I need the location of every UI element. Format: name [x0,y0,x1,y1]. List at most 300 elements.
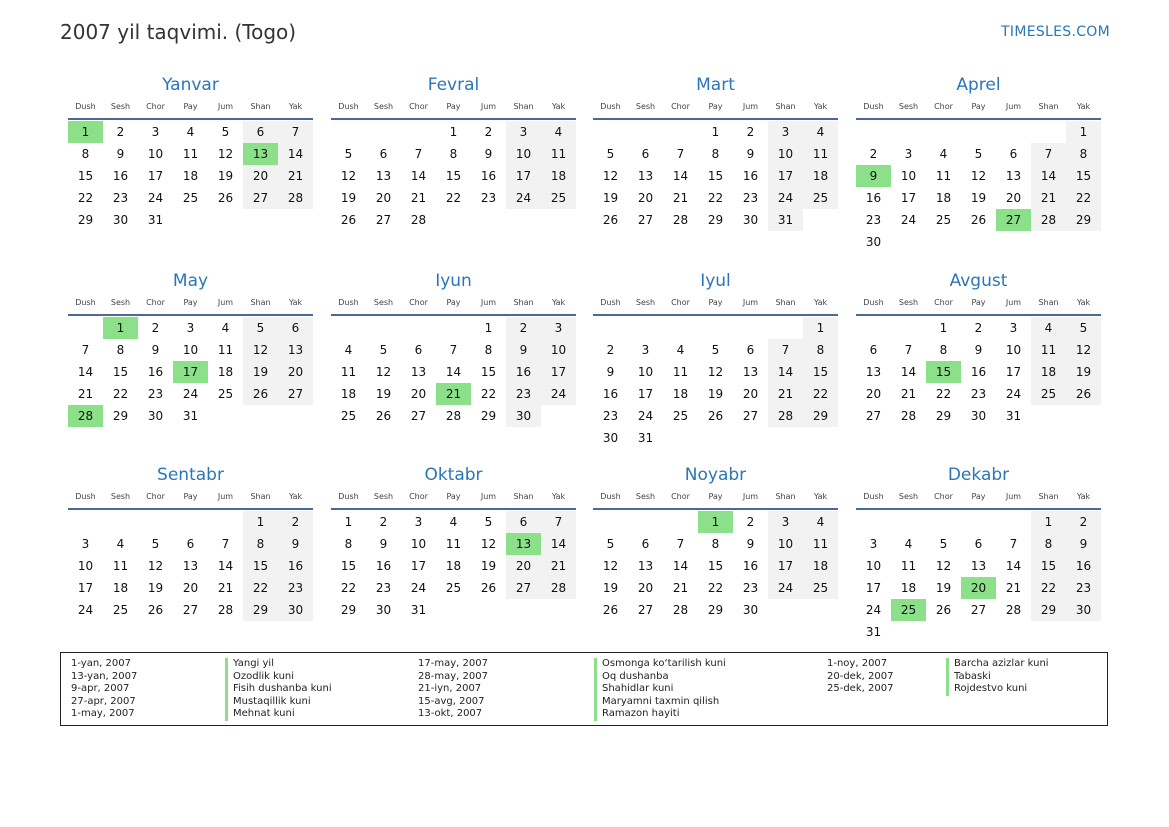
day-cell: 20 [742,387,759,401]
day-cell: 12 [970,169,987,183]
day-cell: 15 [1031,555,1066,577]
day-cell: 25 [112,603,129,617]
day-cell: 26 [1066,383,1101,405]
weekday-label: Chor [146,102,165,111]
day-cell: 4 [803,511,838,533]
month-mart [593,74,838,231]
day-cell: 16 [742,169,759,183]
weekday-label: Shan [1038,492,1059,501]
day-cell: 29 [1031,599,1066,621]
day-cell: 19 [602,191,619,205]
day-cell: 2 [974,321,983,335]
weekday-label: Jum [1005,102,1022,111]
empty-cell [961,511,996,533]
day-cell: 2 [151,321,160,335]
day-cell: 8 [1066,143,1101,165]
weekday-label: Shan [513,492,534,501]
day-cell: 17 [768,555,803,577]
day-cell: 31 [865,625,882,639]
month-avgust [856,270,1101,427]
day-cell: 12 [602,169,619,183]
weekday-header [593,296,838,316]
day-cell: 8 [1031,533,1066,555]
weekday-label: Chor [934,298,953,307]
day-cell: 10 [410,537,427,551]
weekday-label: Pay [971,492,986,501]
legend-date: 17-may, 2007 [418,658,488,669]
day-cell: 25 [672,409,689,423]
empty-cell [208,511,243,533]
day-cell: 8 [449,147,458,161]
day-cell: 15 [445,169,462,183]
day-cell: 18 [672,387,689,401]
day-cell: 28 [672,603,689,617]
empty-cell [961,121,996,143]
weekday-header [331,100,576,120]
day-cell: 30 [602,431,619,445]
weekday-label: Sesh [635,492,656,501]
day-cell: 20 [865,387,882,401]
day-cell: 30 [970,409,987,423]
empty-cell [663,121,698,143]
weekday-label: Dush [600,298,621,307]
day-cell: 12 [147,559,164,573]
empty-cell [926,511,961,533]
weekday-header [331,490,576,510]
holiday-day-cell: 25 [891,599,926,621]
weekday-label: Jum [1005,492,1022,501]
day-cell: 22 [112,387,129,401]
day-grid [331,511,576,621]
empty-cell [628,121,663,143]
weekday-label: Pay [446,492,461,501]
day-cell: 10 [1005,343,1022,357]
day-cell: 5 [974,147,983,161]
day-cell: 7 [541,511,576,533]
day-grid [856,121,1101,253]
month-fevral [331,74,576,231]
day-cell: 4 [1031,317,1066,339]
month-iyul [593,270,838,449]
day-cell: 13 [278,339,313,361]
day-cell: 28 [768,405,803,427]
empty-cell [436,317,471,339]
empty-cell [891,121,926,143]
day-cell: 17 [506,165,541,187]
weekday-label: Pay [446,298,461,307]
day-cell: 3 [151,125,160,139]
day-cell: 4 [116,537,125,551]
empty-cell [593,317,628,339]
holiday-day-cell: 17 [173,361,208,383]
month-name: Iyun [435,271,472,291]
day-cell: 29 [707,213,724,227]
day-cell: 18 [935,191,952,205]
day-cell: 25 [541,187,576,209]
day-cell: 24 [768,577,803,599]
month-sentabr [68,464,313,621]
day-cell: 17 [1005,365,1022,379]
weekday-label: Sesh [373,298,394,307]
legend-holiday-name: Yangi yil [225,658,332,671]
day-cell: 21 [1031,187,1066,209]
day-grid [331,121,576,231]
day-cell: 12 [707,365,724,379]
empty-cell [401,317,436,339]
day-cell: 29 [243,599,278,621]
empty-cell [331,317,366,339]
day-cell: 4 [221,321,230,335]
day-cell: 13 [182,559,199,573]
day-cell: 16 [375,559,392,573]
day-cell: 2 [506,317,541,339]
day-cell: 30 [865,235,882,249]
month-yanvar [68,74,313,231]
day-cell: 27 [637,603,654,617]
day-cell: 21 [278,165,313,187]
day-cell: 19 [602,581,619,595]
day-cell: 6 [414,343,423,357]
day-cell: 27 [970,603,987,617]
day-cell: 18 [182,169,199,183]
day-cell: 12 [340,169,357,183]
day-cell: 8 [116,343,125,357]
day-cell: 7 [1031,143,1066,165]
day-cell: 11 [803,533,838,555]
day-cell: 2 [116,125,125,139]
day-cell: 12 [217,147,234,161]
day-cell: 20 [243,165,278,187]
day-cell: 15 [707,559,724,573]
weekday-header [856,100,1101,120]
weekday-label: Yak [1076,298,1091,307]
day-cell: 13 [637,169,654,183]
empty-cell [331,121,366,143]
day-cell: 14 [541,533,576,555]
day-cell: 10 [637,365,654,379]
day-cell: 27 [182,603,199,617]
legend-holiday-name: Maryamni taxmin qilish [594,696,726,709]
day-cell: 18 [541,165,576,187]
day-cell: 7 [449,343,458,357]
day-cell: 2 [379,515,388,529]
weekday-header [68,490,313,510]
day-cell: 25 [340,409,357,423]
day-cell: 27 [742,409,759,423]
day-cell: 21 [410,191,427,205]
weekday-label: Shan [513,102,534,111]
weekday-label: Sesh [635,298,656,307]
day-cell: 28 [900,409,917,423]
day-cell: 20 [375,191,392,205]
day-cell: 30 [112,213,129,227]
day-cell: 2 [1066,511,1101,533]
day-cell: 29 [707,603,724,617]
weekday-header [593,100,838,120]
day-cell: 14 [1005,559,1022,573]
weekday-label: Jum [217,492,234,501]
weekday-label: Sesh [110,492,131,501]
day-cell: 15 [803,361,838,383]
day-cell: 16 [506,361,541,383]
day-cell: 3 [768,511,803,533]
day-cell: 7 [676,147,685,161]
day-cell: 31 [410,603,427,617]
day-cell: 16 [742,559,759,573]
day-cell: 12 [935,559,952,573]
month-name: Iyul [700,271,731,291]
weekday-label: Jum [742,492,759,501]
day-cell: 23 [480,191,497,205]
day-cell: 31 [147,213,164,227]
day-cell: 19 [970,191,987,205]
day-cell: 29 [480,409,497,423]
empty-cell [173,511,208,533]
legend-holiday-name: Ozodlik kuni [225,671,332,684]
day-cell: 28 [672,213,689,227]
day-cell: 22 [707,191,724,205]
day-cell: 6 [974,537,983,551]
day-cell: 7 [81,343,90,357]
day-cell: 24 [410,581,427,595]
legend-names-column [594,658,726,721]
day-cell: 6 [746,343,755,357]
day-cell: 22 [803,383,838,405]
day-cell: 9 [116,147,125,161]
legend-dates-column [71,658,137,721]
day-cell: 21 [672,581,689,595]
empty-cell [856,317,891,339]
weekday-label: Dush [863,492,884,501]
day-cell: 5 [379,343,388,357]
weekday-label: Chor [409,298,428,307]
day-cell: 5 [151,537,160,551]
empty-cell [768,317,803,339]
day-cell: 22 [445,191,462,205]
day-cell: 17 [865,581,882,595]
weekday-label: Jum [480,298,497,307]
legend-holiday-name: Ramazon hayiti [594,708,726,721]
day-cell: 25 [935,213,952,227]
day-cell: 14 [217,559,234,573]
site-brand-link[interactable]: TIMESLES.COM [1001,24,1110,40]
day-cell: 21 [541,555,576,577]
day-cell: 9 [746,537,755,551]
month-may [68,270,313,427]
day-cell: 12 [602,559,619,573]
day-cell: 14 [445,365,462,379]
holiday-day-cell: 27 [996,209,1031,231]
day-cell: 11 [182,147,199,161]
legend-names-column [946,658,1049,696]
legend-holiday-name: Fisih dushanba kuni [225,683,332,696]
day-cell: 7 [221,537,230,551]
weekday-label: Jum [480,102,497,111]
weekday-label: Sesh [373,492,394,501]
day-cell: 7 [278,121,313,143]
day-cell: 11 [112,559,129,573]
day-cell: 16 [865,191,882,205]
day-grid [593,121,838,231]
day-cell: 4 [449,515,458,529]
day-cell: 6 [1009,147,1018,161]
month-name: Oktabr [424,465,483,485]
day-grid [856,317,1101,427]
empty-cell [628,511,663,533]
day-cell: 20 [182,581,199,595]
day-cell: 25 [1031,383,1066,405]
month-name: Sentabr [157,465,224,485]
legend-holiday-name: Barcha azizlar kuni [946,658,1049,671]
day-cell: 14 [672,559,689,573]
day-cell: 10 [77,559,94,573]
legend-holiday-name: Mehnat kuni [225,708,332,721]
day-cell: 5 [1066,317,1101,339]
day-cell: 21 [1005,581,1022,595]
day-cell: 16 [970,365,987,379]
day-cell: 8 [484,343,493,357]
day-cell: 19 [935,581,952,595]
day-cell: 24 [541,383,576,405]
legend-date: 1-yan, 2007 [71,658,131,669]
day-cell: 5 [221,125,230,139]
weekday-label: Shan [250,298,271,307]
day-cell: 18 [803,165,838,187]
legend-holiday-name: Rojdestvo kuni [946,683,1049,696]
day-cell: 26 [243,383,278,405]
day-cell: 26 [970,213,987,227]
day-cell: 11 [217,343,234,357]
day-cell: 19 [707,387,724,401]
day-cell: 1 [803,317,838,339]
day-cell: 18 [900,581,917,595]
empty-cell [996,511,1031,533]
weekday-label: Shan [775,298,796,307]
weekday-label: Pay [183,298,198,307]
day-cell: 3 [904,147,913,161]
day-cell: 23 [278,577,313,599]
weekday-label: Pay [971,102,986,111]
day-cell: 18 [340,387,357,401]
weekday-label: Chor [146,492,165,501]
day-cell: 8 [803,339,838,361]
day-cell: 27 [278,383,313,405]
empty-cell [856,511,891,533]
day-cell: 9 [1066,533,1101,555]
weekday-label: Yak [813,102,828,111]
weekday-label: Sesh [373,102,394,111]
day-cell: 10 [768,143,803,165]
day-cell: 11 [541,143,576,165]
legend-names-column [225,658,332,721]
day-cell: 13 [375,169,392,183]
day-cell: 16 [480,169,497,183]
weekday-label: Pay [183,102,198,111]
day-cell: 3 [541,317,576,339]
day-cell: 4 [676,343,685,357]
day-cell: 3 [506,121,541,143]
day-cell: 13 [410,365,427,379]
holiday-day-cell: 20 [961,577,996,599]
weekday-label: Pay [446,102,461,111]
day-cell: 15 [243,555,278,577]
day-cell: 26 [217,191,234,205]
empty-cell [663,317,698,339]
day-cell: 15 [707,169,724,183]
weekday-label: Dush [338,102,359,111]
day-cell: 28 [217,603,234,617]
day-cell: 22 [480,387,497,401]
day-cell: 23 [602,409,619,423]
legend-holiday-name: Osmonga ko‘tarilish kuni [594,658,726,671]
day-cell: 1 [344,515,353,529]
day-cell: 20 [637,581,654,595]
day-cell: 24 [147,191,164,205]
day-cell: 19 [375,387,392,401]
weekday-label: Yak [1076,492,1091,501]
weekday-label: Pay [708,298,723,307]
empty-cell [891,317,926,339]
day-cell: 26 [375,409,392,423]
day-cell: 28 [445,409,462,423]
day-cell: 13 [970,559,987,573]
weekday-label: Yak [288,492,303,501]
day-cell: 14 [768,361,803,383]
empty-cell [366,121,401,143]
day-cell: 29 [77,213,94,227]
day-cell: 18 [217,365,234,379]
weekday-label: Jum [742,102,759,111]
empty-cell [628,317,663,339]
day-cell: 5 [606,147,615,161]
day-cell: 27 [410,409,427,423]
day-grid [68,511,313,621]
empty-cell [891,511,926,533]
day-cell: 20 [506,555,541,577]
day-grid [68,121,313,231]
empty-cell [698,317,733,339]
day-cell: 5 [711,343,720,357]
day-cell: 12 [480,537,497,551]
month-name: Dekabr [947,465,1010,485]
weekday-label: Dush [863,102,884,111]
day-cell: 9 [278,533,313,555]
day-cell: 15 [112,365,129,379]
day-cell: 14 [672,169,689,183]
legend-date: 28-may, 2007 [418,670,488,682]
day-cell: 4 [803,121,838,143]
weekday-header [331,296,576,316]
day-cell: 19 [147,581,164,595]
day-cell: 4 [344,343,353,357]
legend-date: 20-dek, 2007 [827,670,894,682]
day-cell: 6 [506,511,541,533]
holiday-day-cell: 9 [856,165,891,187]
month-name: Avgust [949,271,1008,291]
weekday-label: Yak [551,102,566,111]
weekday-label: Yak [1076,102,1091,111]
legend-date: 9-apr, 2007 [71,683,130,695]
day-cell: 31 [1005,409,1022,423]
day-cell: 13 [865,365,882,379]
day-cell: 21 [672,191,689,205]
day-cell: 23 [865,213,882,227]
weekday-label: Dush [75,102,96,111]
day-cell: 15 [340,559,357,573]
day-cell: 20 [410,387,427,401]
weekday-label: Dush [338,298,359,307]
day-cell: 14 [900,365,917,379]
